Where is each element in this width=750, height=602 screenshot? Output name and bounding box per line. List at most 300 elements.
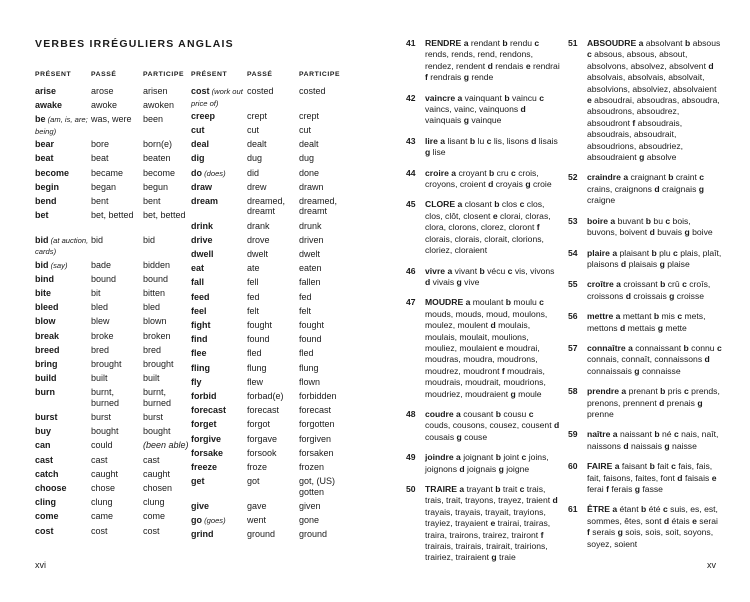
participle-cell: forgiven (299, 433, 332, 444)
conjugation-entry (406, 452, 561, 475)
tense-letter: c (716, 342, 722, 353)
participle-cell: given (299, 500, 321, 511)
tense-letter: a (457, 199, 463, 210)
present-cell (191, 405, 247, 416)
entry-number: 57 (568, 342, 578, 353)
verb-form: étais (671, 515, 690, 526)
verb-form: croyais (495, 179, 523, 190)
verb-form: croissant (623, 279, 658, 290)
infinitive: do (191, 167, 202, 178)
verb-form: rende (471, 72, 494, 83)
tense-letter: c (665, 215, 671, 226)
tense-letter: c (511, 167, 516, 178)
verb-headword: prendre (587, 386, 619, 397)
tense-letter: e (490, 518, 496, 529)
tense-letter: b (495, 452, 501, 463)
verb-form: lu (477, 135, 485, 146)
past-cell: came (91, 511, 114, 522)
participle-cell: ground (299, 529, 328, 540)
verb-form: ferai (587, 484, 604, 494)
verb-form: faisant (621, 461, 648, 472)
verb-form: vive (464, 276, 480, 287)
infinitive: build (35, 373, 57, 384)
past-cell: cast (91, 454, 108, 465)
present-cell (191, 196, 247, 207)
verb-form: prenne (587, 408, 614, 419)
verb-form: connaissant (635, 342, 682, 353)
verb-form: joint (503, 452, 520, 463)
conjugation-entry (406, 297, 561, 400)
tense-letter: d (663, 515, 670, 526)
past-cell: could (91, 440, 113, 451)
tense-letter: g (659, 258, 665, 269)
verb-form: moulant (472, 297, 504, 308)
verb-form: craignais (662, 183, 697, 194)
tense-letter: g (697, 397, 703, 408)
participle-cell: burnt, burned (143, 387, 172, 408)
past-cell: clung (91, 497, 113, 508)
conjugation-entry (406, 38, 561, 84)
verb-headword: ÊTRE (587, 504, 610, 515)
participle-cell: dug (299, 153, 315, 164)
tense-letter: d (659, 397, 665, 408)
participle-cell: found (299, 334, 322, 345)
conjugation-entry (406, 136, 561, 159)
column-header: PARTICIPE (143, 71, 185, 78)
infinitive: break (35, 330, 60, 341)
verb-form: plaisais (628, 258, 658, 269)
present-cell (35, 526, 91, 537)
past-cell: burnt, burned (91, 387, 120, 408)
verb-headword: coudre (425, 408, 454, 419)
present-cell (35, 316, 91, 327)
verb-headword: vaincre (425, 92, 456, 103)
tense-letter: b (684, 38, 691, 48)
participle-cell: forgotten (299, 419, 335, 430)
past-cell: ate (247, 263, 260, 274)
tense-letter: c (519, 484, 525, 494)
tense-letter: a (615, 311, 621, 322)
tense-letter: c (662, 504, 668, 515)
present-cell (35, 139, 91, 150)
verb-form: crois, croyons, croient (425, 167, 539, 190)
past-cell: forbad(e) (247, 391, 284, 401)
tense-letter: g (634, 365, 640, 376)
past-cell: costed (247, 86, 274, 96)
verb-form: mette (665, 322, 687, 333)
tense-letter: a (616, 279, 621, 290)
past-cell: forsook (247, 447, 277, 458)
verb-form: crû (667, 279, 680, 290)
tense-letter: c (534, 38, 540, 48)
verb-form: croie (532, 179, 552, 190)
past-cell: forgave (247, 433, 278, 444)
tense-letter: c (671, 461, 676, 472)
entry-number: 43 (406, 135, 416, 146)
tense-letter: e (499, 342, 504, 353)
verb-form: absolvais, absolvais, absolvait, absolvions, absolviez, absolvaient (587, 72, 717, 94)
tense-letter: a (612, 504, 618, 515)
infinitive: choose (35, 483, 67, 493)
tense-letter: a (623, 172, 629, 183)
present-cell (35, 274, 91, 285)
infinitive: cost (191, 86, 210, 96)
verb-form: plu (659, 247, 671, 258)
participle-cell: crept (299, 110, 320, 121)
tense-letter: c (682, 279, 687, 290)
verb-form: trais, trais, trait, trayons, trayez, traient (425, 484, 551, 506)
infinitive: cling (35, 497, 57, 508)
present-cell (35, 196, 91, 207)
tense-letter: e (711, 472, 717, 483)
participle-cell: blown (143, 316, 167, 327)
tense-letter: g (498, 463, 504, 474)
infinitive: begin (35, 181, 59, 192)
present-cell (35, 359, 91, 370)
verb-form: connais, connaît, connaissons (587, 354, 703, 365)
verb-form: absous (692, 38, 721, 48)
present-cell (35, 235, 91, 258)
participle-cell: dwelt (299, 249, 321, 259)
present-cell (35, 345, 91, 356)
verb-form: moulu (513, 297, 537, 308)
past-cell: bent (91, 195, 109, 206)
tense-letter: b (505, 297, 511, 308)
conjugation-entry (406, 93, 561, 127)
infinitive: draw (191, 181, 213, 192)
verb-form: cousant (463, 408, 494, 419)
verb-form: plais, plaît, plaisons (587, 247, 722, 269)
verb-headword: FAIRE (587, 461, 613, 472)
infinitive: fall (191, 277, 205, 288)
tense-letter: a (456, 408, 461, 419)
past-cell: felt (247, 305, 260, 316)
infinitive: bid (35, 259, 49, 270)
verb-form: craignant (630, 172, 666, 183)
verb-form: vivais (432, 276, 455, 287)
present-cell (191, 221, 247, 232)
tense-letter: a (628, 342, 633, 353)
tense-letter: g (463, 115, 469, 126)
verb-form: couds, cousons, cousez, cousent (425, 420, 552, 431)
infinitive: bite (35, 287, 52, 298)
conjugation-entry (568, 504, 723, 550)
present-cell (191, 125, 247, 136)
past-cell: chose (91, 483, 116, 493)
past-cell: fell (247, 277, 259, 288)
tense-letter: b (653, 311, 660, 322)
tense-letter: b (495, 484, 501, 494)
infinitive: go (191, 515, 202, 526)
tense-letter: b (502, 38, 508, 48)
verb-form: né (662, 429, 672, 440)
verb-form: buvant (617, 215, 644, 226)
entry-number: 49 (406, 452, 416, 463)
present-cell (35, 153, 91, 164)
verb-headword: naître (587, 429, 611, 440)
left-page (35, 38, 375, 540)
present-cell (35, 331, 91, 342)
verb-form: vainquais (425, 115, 462, 126)
verb-form: prenais (666, 397, 695, 408)
present-cell (191, 529, 247, 540)
usage-note: (work out price of) (191, 87, 243, 108)
present-cell (191, 363, 247, 374)
verb-form: crains, craignons (587, 183, 652, 194)
present-cell (191, 277, 247, 288)
present-cell (191, 348, 247, 359)
infinitive: breed (35, 344, 60, 355)
past-cell: fled (247, 348, 262, 359)
tense-letter: g (634, 484, 641, 494)
infinitive: fling (191, 362, 210, 373)
verb-headword: boire (587, 215, 609, 226)
participle-cell: got, (US) gotten (299, 476, 336, 497)
tense-letter: b (494, 199, 500, 210)
infinitive: fight (191, 320, 211, 330)
participle-cell: bitten (143, 287, 166, 298)
participle-cell: arisen (143, 86, 168, 96)
past-cell: dreamed, dreamt (247, 195, 286, 217)
verb-form: absoudrais, absoudrais, absoudrait, absoudrions, absoudriez, absoudraient (587, 117, 684, 163)
participle-cell: come (143, 511, 166, 522)
tense-letter: d (552, 495, 558, 506)
table-header (35, 70, 375, 84)
infinitive: cast (35, 454, 54, 465)
verb-form: craigne (587, 195, 616, 206)
infinitive: feed (191, 291, 210, 302)
column-header: PASSÉ (247, 71, 273, 78)
verb-form: vaincu (511, 92, 537, 103)
entry-number: 53 (568, 215, 578, 226)
tense-letter: a (614, 461, 620, 472)
tense-letter: a (621, 386, 627, 397)
verb-form: serais (592, 527, 616, 538)
verb-form: fais, fais, fait, faisons, faites, font (587, 461, 713, 483)
entry-number: 59 (568, 429, 578, 440)
participle-cell: bent (143, 195, 161, 206)
participle-cell: beaten (143, 153, 171, 164)
tense-letter: b (479, 265, 485, 276)
verb-headword: MOUDRE (425, 297, 464, 308)
verb-form: closant (464, 199, 492, 210)
verb-form: clorai, cloras, clora, clorons, clorez, cloront (425, 210, 551, 233)
verb-form: absolve (646, 152, 677, 163)
present-cell (191, 139, 247, 150)
usage-note: (goes) (202, 516, 226, 526)
present-cell (191, 86, 247, 109)
participle-cell: become (143, 167, 176, 178)
tense-letter: b (489, 167, 495, 178)
tense-letter: g (617, 527, 623, 538)
tense-letter: c (539, 92, 544, 103)
participle-cell: dealt (299, 139, 319, 150)
verb-form: buvais (657, 227, 683, 238)
participle-cell: flown (299, 376, 321, 387)
past-cell: brought (91, 358, 122, 369)
past-cell: flew (247, 376, 264, 387)
entry-number: 50 (406, 484, 416, 494)
verb-headword: vivre (425, 265, 446, 276)
conjugation-entry (568, 216, 723, 239)
usage-note: (does) (202, 168, 226, 178)
tense-letter: g (664, 440, 670, 451)
conjugation-entry (406, 199, 561, 256)
past-cell: bet, betted (91, 210, 134, 221)
verb-headword: RENDRE (425, 38, 462, 48)
infinitive: dream (191, 195, 219, 206)
past-cell: fed (247, 291, 260, 302)
verb-form: rendais (495, 60, 524, 71)
tense-letter: a (451, 167, 457, 178)
tense-letter: c (587, 49, 592, 60)
infinitive: flee (191, 348, 207, 359)
present-cell (191, 168, 247, 180)
conjugation-entry (568, 172, 723, 206)
verb-headword: craindre (587, 172, 621, 183)
participle-cell: felt (299, 305, 312, 316)
conjugation-entry (406, 168, 561, 191)
verb-form: lisant (447, 135, 468, 146)
verb-form: clos (501, 199, 518, 210)
participle-cell: fed (299, 291, 312, 302)
verb-form: croissais (633, 290, 667, 301)
present-cell (35, 373, 91, 384)
verb-form: rendant (470, 38, 501, 48)
entry-number: 48 (406, 408, 416, 419)
verb-form: mets, mettons (587, 311, 706, 333)
past-cell: dwelt (247, 249, 269, 259)
tense-letter: g (684, 227, 690, 238)
tense-letter: b (654, 429, 660, 440)
verb-headword: joindre (425, 452, 454, 463)
verb-form: trait (502, 484, 518, 494)
conjugation-entry (406, 266, 561, 289)
present-cell (35, 288, 91, 299)
participle-cell: been (143, 114, 164, 125)
verb-form: naissant (619, 429, 652, 440)
verb-form: étant (619, 504, 639, 515)
tense-letter: a (612, 429, 618, 440)
participle-cell: frozen (299, 462, 325, 472)
past-cell: fought (247, 320, 273, 330)
verb-form: ferais (611, 484, 633, 494)
past-cell: broke (91, 330, 114, 341)
verb-headword: croître (587, 279, 614, 290)
tense-letter: g (425, 147, 431, 158)
entry-number: 44 (406, 167, 416, 178)
participle-cell: cut (299, 124, 312, 135)
present-cell (35, 455, 91, 466)
verb-form: lise (432, 147, 446, 158)
present-cell (191, 419, 247, 430)
tense-letter: g (698, 183, 705, 194)
column-header: PRÉSENT (191, 71, 228, 78)
tense-letter: e (587, 95, 592, 106)
infinitive: drive (191, 234, 213, 245)
verb-form: bois, buvons, boivent (587, 215, 691, 238)
participle-cell: cast (143, 454, 160, 465)
tense-letter: d (488, 179, 494, 190)
tense-letter: b (641, 504, 647, 515)
tense-letter: g (463, 72, 469, 83)
verb-form: absoudrai, absoudras, absoudra, absoudrons, absoudrez, absoudront (587, 95, 720, 128)
verb-form: croîs, croissons (587, 279, 711, 301)
past-cell: bled (91, 302, 109, 313)
tense-letter: d (649, 227, 655, 238)
present-cell (191, 306, 247, 317)
present-cell (191, 249, 247, 260)
tense-letter: a (463, 38, 469, 48)
present-cell (191, 501, 247, 512)
tense-letter: a (610, 215, 616, 226)
infinitive: bear (35, 139, 55, 150)
present-cell (191, 263, 247, 274)
verb-form: vainque (471, 115, 502, 126)
verb-form: fasse (642, 484, 663, 494)
tense-letter: g (491, 552, 497, 563)
verb-form: pris (667, 386, 682, 397)
column-header: PARTICIPE (299, 71, 341, 78)
tense-letter: d (520, 104, 526, 115)
present-cell (191, 476, 247, 487)
infinitive: deal (191, 139, 210, 150)
tense-letter: f (632, 117, 636, 128)
present-cell (35, 387, 91, 398)
past-cell: arose (91, 86, 114, 96)
present-cell (191, 334, 247, 345)
participle-cell: fallen (299, 277, 321, 288)
present-cell (191, 391, 247, 402)
verb-form: été (648, 504, 661, 515)
past-cell: bade (91, 259, 112, 270)
participle-cell: drawn (299, 181, 324, 192)
past-cell: was, were (91, 114, 132, 125)
tense-letter: b (649, 461, 655, 472)
verb-form: connu (691, 342, 715, 353)
tense-letter: c (673, 247, 678, 258)
conjugation-entry (568, 279, 723, 302)
tense-letter: d (620, 258, 627, 269)
past-cell: cost (91, 525, 108, 536)
conjugation-entry (568, 248, 723, 271)
verb-form: trairais, trairais, trairait, trairions, trairiez, trairaient (425, 541, 548, 563)
tense-letter: b (683, 342, 689, 353)
verb-form: vaincs, vainc, vainquons (425, 104, 519, 115)
tense-letter: d (487, 60, 493, 71)
page-title: VERBES IRRÉGULIERS ANGLAIS (35, 38, 234, 50)
verb-form: rends, rends, rend, rendons, rendez, rendent (425, 49, 533, 71)
verb-form: mouds, mouds, moud, moulons, moulez, moulent (425, 308, 548, 331)
entry-number: 58 (568, 386, 578, 397)
verb-form: lisais (538, 135, 558, 146)
verb-form: mettant (622, 311, 652, 322)
present-cell (35, 86, 91, 97)
verb-headword: TRAIRE (425, 484, 457, 494)
infinitive: feel (191, 305, 207, 316)
verb-form: bu (653, 215, 663, 226)
conjugation-entry (568, 38, 723, 163)
tense-letter: b (495, 408, 501, 419)
participle-cell: caught (143, 468, 171, 479)
present-cell (191, 320, 247, 331)
infinitive: freeze (191, 462, 218, 472)
participle-cell: costed (299, 86, 326, 96)
verb-headword: connaître (587, 342, 626, 353)
participle-cell: forbidden (299, 391, 337, 401)
past-cell: caught (91, 468, 119, 479)
participle-cell: built (143, 373, 160, 384)
